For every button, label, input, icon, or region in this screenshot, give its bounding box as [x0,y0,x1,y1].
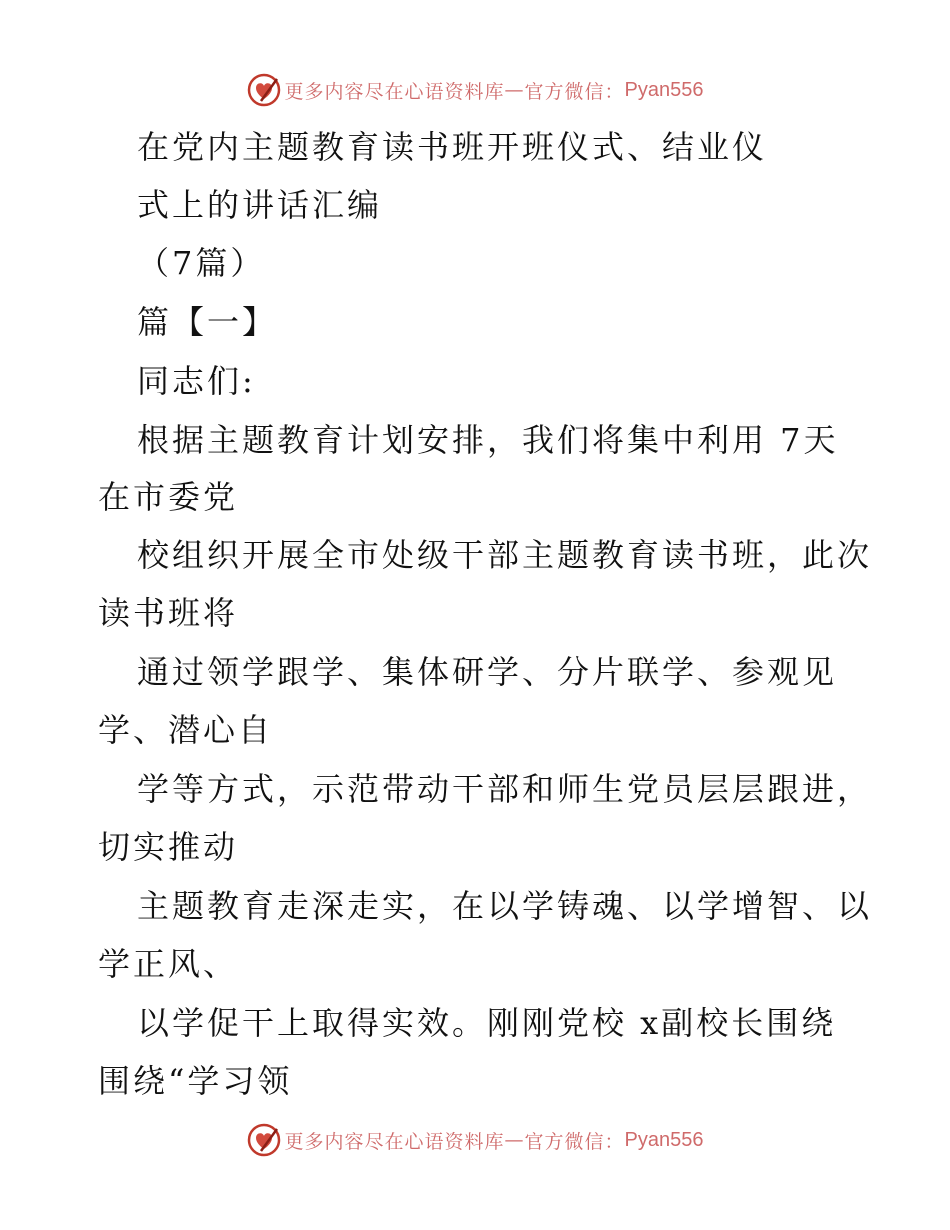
title-line-2: 式上的讲话汇编 [137,186,383,224]
body-line: 读书班将 [98,594,239,632]
body-line: 根据主题教育计划安排，我们将集中利用 7天 [137,421,839,459]
banner-text: 更多内容尽在心语资料库 [284,1130,505,1153]
banner-wechat-label: 官方微信： [524,1130,625,1153]
body-line: 学、潜心自 [98,711,274,749]
body-line: 校组织开展全市处级干部主题教育读书班，此次 [137,536,873,574]
body-line: 主题教育走深走实，在以学铸魂、以学增智、以 [137,887,873,925]
header-watermark-banner [0,70,950,110]
body-line: 在市委党 [98,478,239,516]
banner-text: 更多内容尽在心语资料库 [284,80,505,103]
red-heart-pen-logo-icon [247,73,281,107]
banner-dash: — [504,1129,525,1151]
body-line: 围绕“学习领 [98,1062,293,1100]
red-heart-pen-logo-icon [247,1123,281,1157]
body-line: 以学促干上取得实效。刚刚党校 x副校长围绕 [137,1004,837,1042]
body-line: 切实推动 [98,828,239,866]
article-count: （7篇） [137,244,266,282]
body-line: 学等方式，示范带动干部和师生党员层层跟进， [137,770,873,808]
banner-wechat-id: Pyan556 [624,78,704,101]
section-heading: 篇【一】 [137,303,278,341]
body-line: 学正风、 [98,945,239,983]
body-line: 通过领学跟学、集体研学、分片联学、参观见 [137,653,838,691]
title-line-1: 在党内主题教育读书班开班仪式、结业仪 [137,128,768,166]
banner-dash: — [504,79,525,101]
banner-wechat-id: Pyan556 [624,1128,704,1151]
greeting: 同志们: [137,362,256,400]
banner-wechat-label: 官方微信： [524,80,625,103]
footer-watermark-banner [0,1120,950,1160]
